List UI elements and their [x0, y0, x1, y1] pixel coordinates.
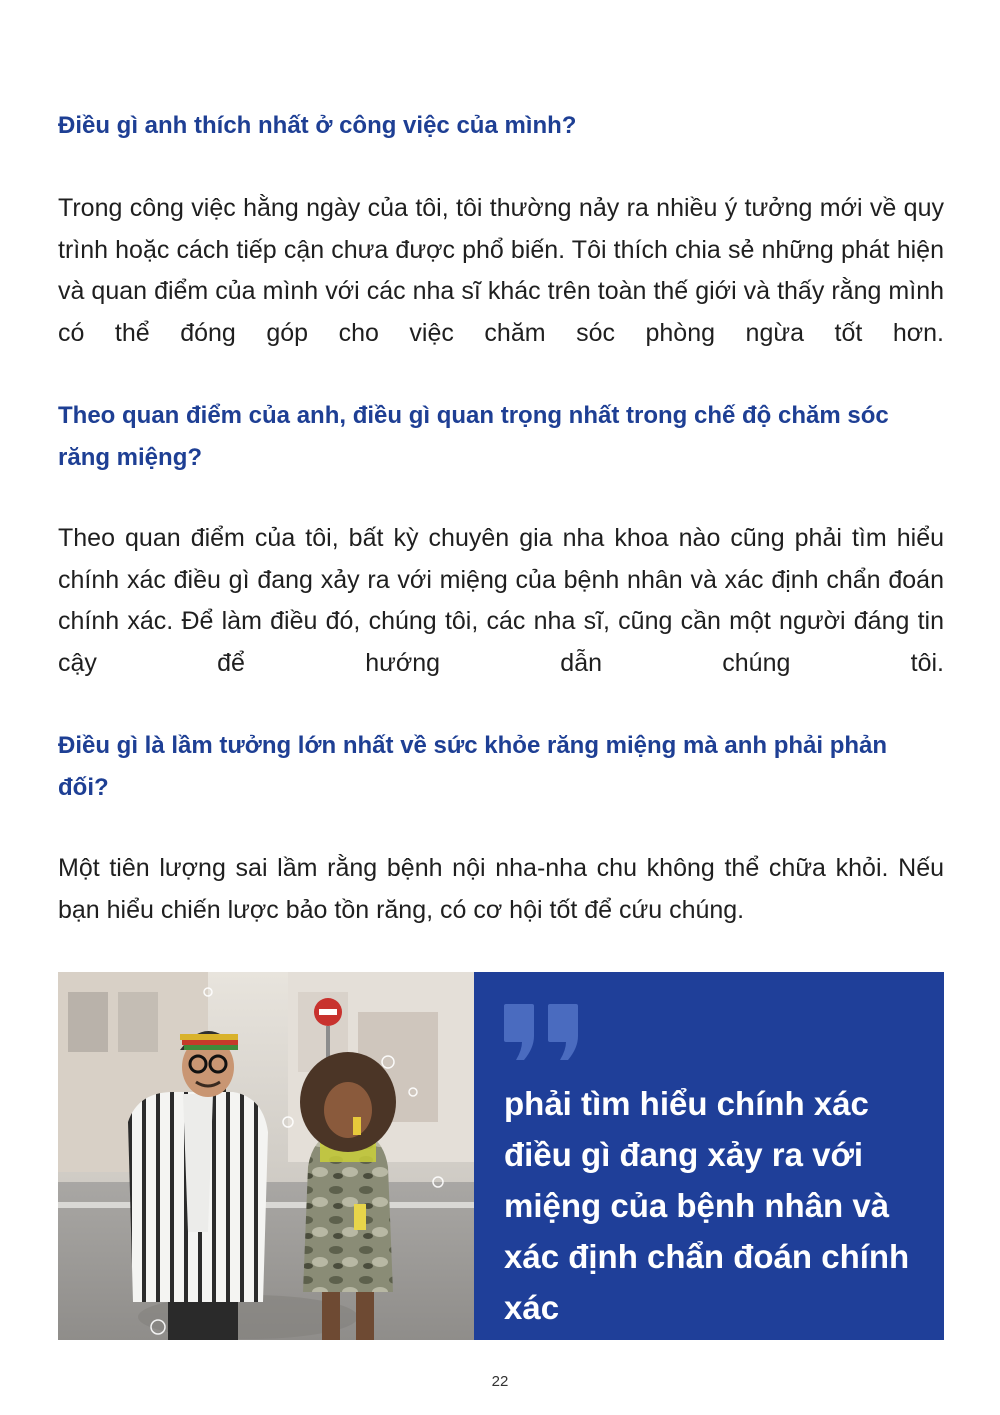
answer-3: Một tiên lượng sai lầm rằng bệnh nội nha-nha chu không thể chữa khỏi. Nếu bạn hiểu chiến lược bảo tồn răng, có cơ hội tốt để cứu chúng. — [58, 854, 944, 924]
answer-1: Trong công việc hằng ngày của tôi, tôi thường nảy ra nhiều ý tưởng mới về quy trình hoặc cách tiếp cận chưa được phổ biến. Tôi thích chia sẻ những phát hiện và quan điểm của mình với các nha sĩ khác trên toàn thế giới và thấy rằng mình có thể đóng góp cho việc chăm sóc phòng ngừa tốt hơn. — [58, 194, 944, 347]
street-scene-illustration — [58, 972, 474, 1340]
pull-quote-text: phải tìm hiểu chính xác điều gì đang xảy ra với miệng của bệnh nhân và xác định chẩn đoán chính xác — [504, 1085, 910, 1326]
question-1: Điều gì anh thích nhất ở công việc của mình? — [58, 112, 577, 139]
answer-2: Theo quan điểm của tôi, bất kỳ chuyên gia nha khoa nào cũng phải tìm hiểu chính xác điều gì đang xảy ra với miệng của bệnh nhân và xác định chẩn đoán chính xác. Để làm điều đó, chúng tôi, các nha sĩ, cũng cần một người đáng tin cậy để hướng dẫn chúng tôi. — [58, 524, 944, 677]
pull-quote — [474, 972, 944, 1340]
quote-mark-icon — [502, 1002, 582, 1064]
page-number: 22 — [491, 1373, 509, 1390]
question-3: Điều gì là lầm tưởng lớn nhất về sức khỏe răng miệng mà anh phải phản đối? — [58, 732, 888, 801]
photo-dentist-and-child — [58, 972, 474, 1340]
question-2: Theo quan điểm của anh, điều gì quan trọng nhất trong chế độ chăm sóc răng miệng? — [58, 402, 889, 471]
